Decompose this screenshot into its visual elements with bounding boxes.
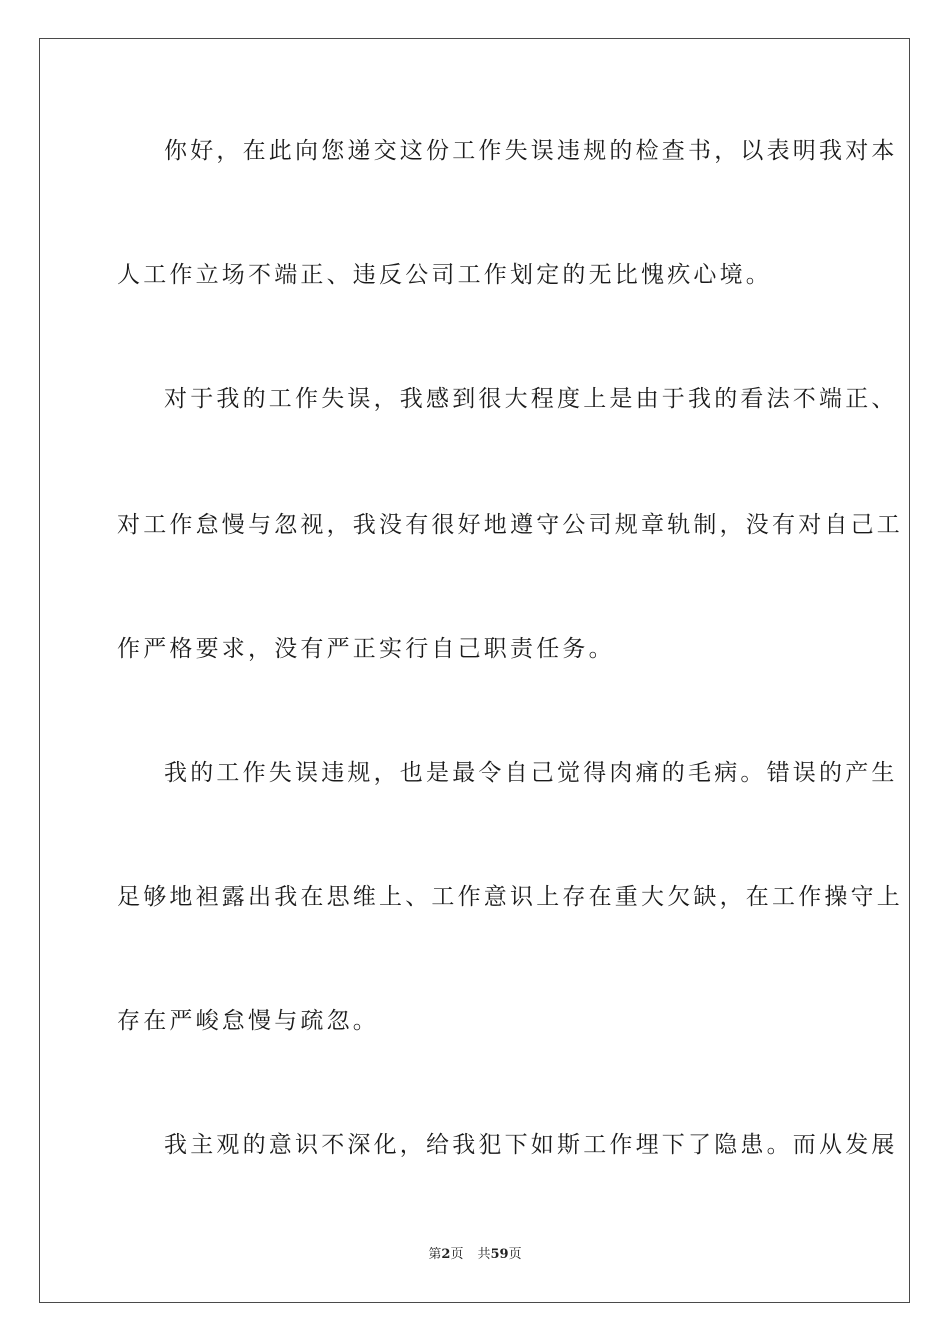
total-prefix: 共: [477, 1247, 491, 1262]
page-border: [39, 38, 910, 1303]
paragraph-2-line-3: 作严格要求，没有严正实行自己职责任务。: [117, 636, 615, 662]
paragraph-3-line-2: 足够地袒露出我在思维上、工作意识上存在重大欠缺，在工作操守上: [117, 884, 903, 910]
paragraph-1-line-1: 你好，在此向您递交这份工作失误违规的检查书，以表明我对本: [164, 138, 898, 164]
page-footer: [0, 1246, 950, 1264]
paragraph-2-line-2: 对工作怠慢与忽视，我没有很好地遵守公司规章轨制，没有对自己工: [117, 512, 903, 538]
total-suffix: 页: [508, 1247, 522, 1262]
total-pages: 59: [490, 1247, 509, 1262]
page-prefix: 第: [428, 1247, 442, 1262]
paragraph-3-line-3: 存在严峻怠慢与疏忽。: [117, 1008, 379, 1034]
paragraph-2-line-1: 对于我的工作失误，我感到很大程度上是由于我的看法不端正、: [164, 386, 898, 412]
paragraph-4-line-1: 我主观的意识不深化，给我犯下如斯工作埋下了隐患。而从发展: [164, 1132, 898, 1158]
page-suffix: 页: [450, 1247, 464, 1262]
page-number: 2: [441, 1247, 451, 1262]
paragraph-1-line-2: 人工作立场不端正、违反公司工作划定的无比愧疚心境。: [117, 262, 772, 288]
paragraph-3-line-1: 我的工作失误违规，也是最令自己觉得肉痛的毛病。错误的产生: [164, 760, 898, 786]
